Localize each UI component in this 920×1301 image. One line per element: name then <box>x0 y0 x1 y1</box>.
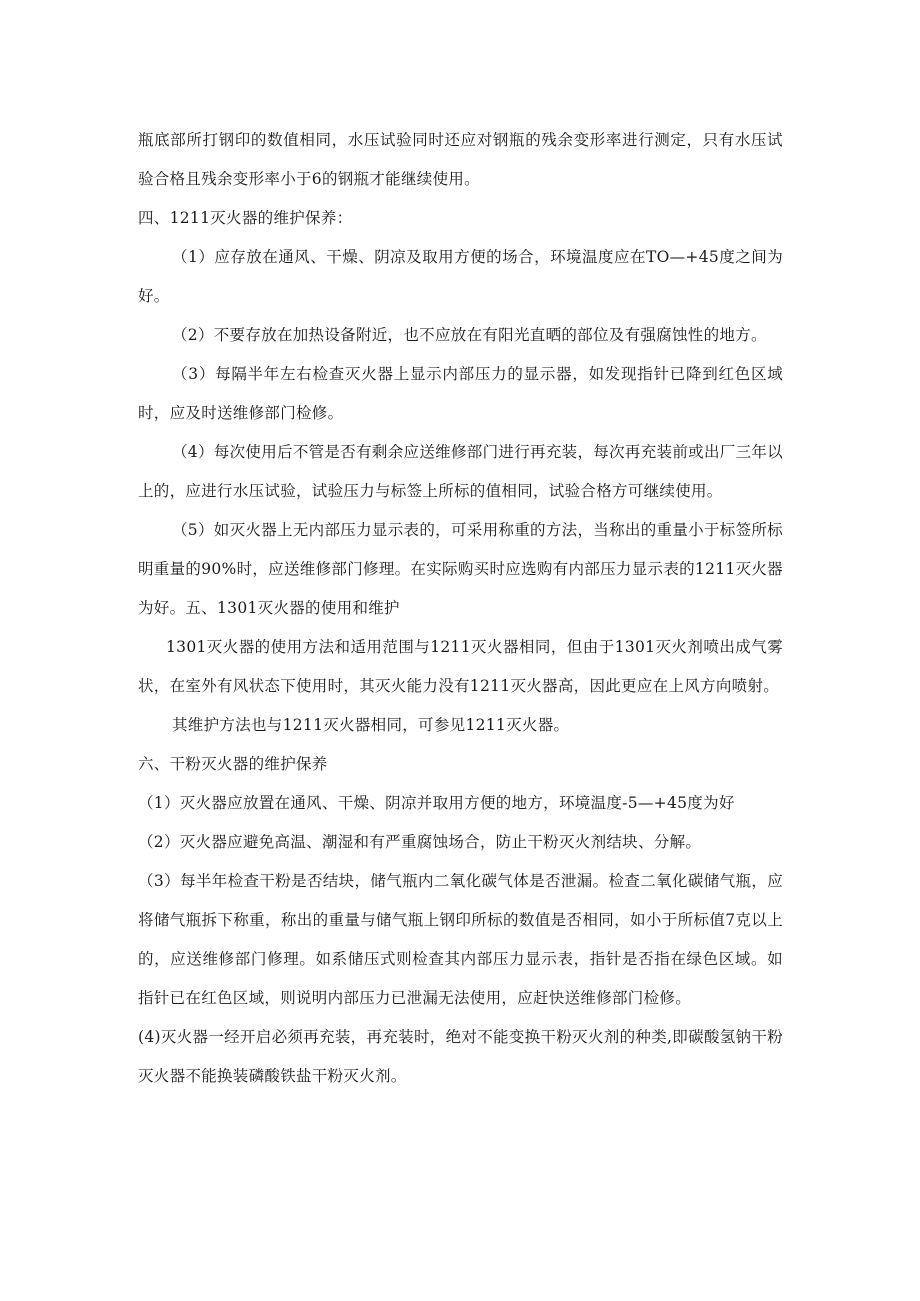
section-heading-1211: 四、1211灭火器的维护保养： <box>138 209 353 227</box>
paragraph-dry-powder-item-1: （1）灭火器应放置在通风、干燥、阴凉并取用方便的地方，环境温度-5—+45度为好 <box>138 794 735 812</box>
paragraph-dry-powder-item-4: (4)灭火器一经开启必须再充装，再充装时，绝对不能变换干粉灭火剂的种类,即碳酸氢钠干粉灭火器不能换装磷酸铁盐干粉灭火剂。 <box>138 1028 783 1085</box>
paragraph-1301-usage: 1301灭火器的使用方法和适用范围与1211灭火器相同，但由于1301灭火剂喷出成气雾状，在室外有风状态下使用时，其灭火能力没有1211灭火器高，因此更应在上风方向喷射。 <box>138 638 783 695</box>
paragraph-1301-maintenance: 其维护方法也与1211灭火器相同，可参见1211灭火器。 <box>172 716 570 734</box>
document-body <box>138 121 783 1096</box>
paragraph-dry-powder-item-3: （3）每半年检查干粉是否结块，储气瓶内二氧化碳气体是否泄漏。检查二氧化碳储气瓶，应将储气瓶拆下称重，称出的重量与储气瓶上钢印所标的数值是否相同，如小于所标值7克以上的，应送维修部门修理。如系储压式则检查其内部压力显示表，指针是否指在绿色区域。如指针已在红色区域，则说明内部压力已泄漏无法使用，应赶快送维修部门检修。 <box>138 872 783 1007</box>
section-heading-dry-powder: 六、干粉灭火器的维护保养 <box>138 755 328 773</box>
paragraph-dry-powder-item-2: （2）灭火器应避免高温、潮湿和有严重腐蚀场合，防止干粉灭火剂结块、分解。 <box>138 833 702 851</box>
paragraph-continuation: 瓶底部所打钢印的数值相同，水压试验同时还应对钢瓶的残余变形率进行测定，只有水压试验合格且残余变形率小于6的钢瓶才能继续使用。 <box>138 131 783 188</box>
paragraph-1211-item-1: （1）应存放在通风、干燥、阴凉及取用方便的场合，环境温度应在TO—+45度之间为好。 <box>138 248 783 305</box>
paragraph-1211-item-3: （3）每隔半年左右检查灭火器上显示内部压力的显示器，如发现指针已降到红色区域时，应及时送维修部门检修。 <box>138 365 783 422</box>
paragraph-1211-item-5: （5）如灭火器上无内部压力显示表的，可采用称重的方法，当称出的重量小于标签所标明重量的90%时，应送维修部门修理。在实际购买时应选购有内部压力显示表的1211灭火器为好。五、1301灭火器的使用和维护 <box>138 521 783 617</box>
paragraph-1211-item-4: （4）每次使用后不管是否有剩余应送维修部门进行再充装，每次再充装前或出厂三年以上的，应进行水压试验，试验压力与标签上所标的值相同，试验合格方可继续使用。 <box>138 443 783 500</box>
paragraph-1211-item-2: （2）不要存放在加热设备附近，也不应放在有阳光直晒的部位及有强腐蚀性的地方。 <box>172 326 767 344</box>
